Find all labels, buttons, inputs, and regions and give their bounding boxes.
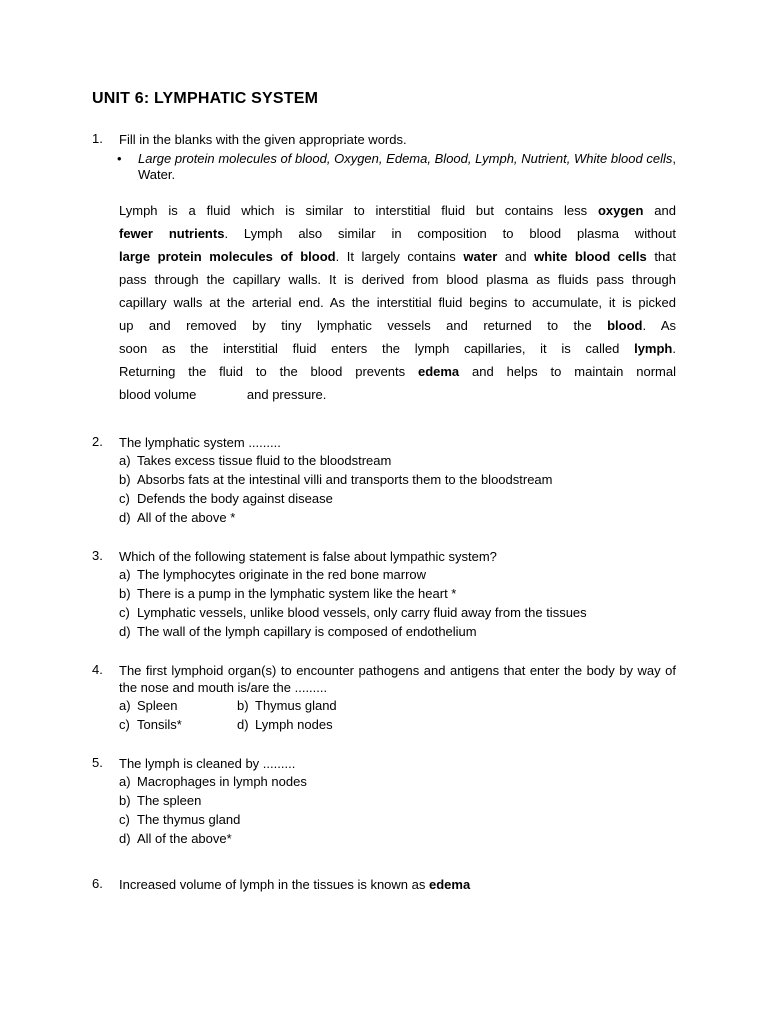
answer-option <box>119 508 676 527</box>
answer-word: blood <box>607 318 643 333</box>
option-text: The spleen <box>137 793 202 808</box>
option-text: Defends the body against disease <box>137 491 333 506</box>
passage-text: . As <box>642 318 676 333</box>
bullet-icon: • <box>117 151 122 166</box>
option-text: Tonsils* <box>137 717 182 732</box>
option-text: There is a pump in the lymphatic system like the heart * <box>137 586 457 601</box>
answer-option <box>119 622 676 641</box>
question-2 <box>92 434 676 527</box>
option-label: a) <box>119 453 131 468</box>
option-text: All of the above * <box>137 510 236 525</box>
option-label: b) <box>119 793 131 808</box>
option-text: Macrophages in lymph nodes <box>137 774 307 789</box>
passage-text: soon as the interstitial fluid enters the lymph capillaries, it is called <box>119 341 635 356</box>
word-bank-italic: Large protein molecules of blood, Oxygen, Edema, Blood, Lymph, Nutrient, White blood cells <box>138 151 673 166</box>
answer-option <box>119 791 676 810</box>
question-text-body: Increased volume of lymph in the tissues is known as <box>119 877 429 892</box>
question-4 <box>92 662 676 734</box>
answer-option <box>237 696 337 715</box>
option-text: Thymus gland <box>255 698 337 713</box>
question-text: The first lymphoid organ(s) to encounter pathogens and antigens that enter the body by way of the nose and mouth is/are the ......... <box>119 663 676 695</box>
passage-line <box>119 245 676 268</box>
passage-line <box>119 360 676 383</box>
passage-line: capillary walls at the arterial end. As the interstitial fluid begins to accumulate, it is picked <box>119 295 676 310</box>
passage-line: pass through the capillary walls. It is derived from blood plasma as fluids pass through <box>119 272 676 287</box>
question-3 <box>92 548 676 641</box>
fill-in-passage <box>119 199 676 406</box>
option-text: The lymphocytes originate in the red bone marrow <box>137 567 427 582</box>
option-label: b) <box>119 586 131 601</box>
passage-text: that <box>646 249 677 264</box>
question-number: 2. <box>92 434 103 449</box>
answer-options <box>119 772 676 848</box>
answer-word: oxygen <box>597 203 644 218</box>
question-text: The lymphatic system ......... <box>119 435 281 450</box>
passage-line: blood volume and pressure. <box>119 387 327 402</box>
question-5 <box>92 755 676 848</box>
answer-options <box>119 696 676 734</box>
option-label: d) <box>119 831 131 846</box>
question-text: Which of the following statement is false about lympathic system? <box>119 549 497 564</box>
answer-option <box>119 696 237 715</box>
question-number: 4. <box>92 662 103 677</box>
passage-line <box>119 337 676 360</box>
answer-option <box>119 603 676 622</box>
passage-text: Lymph is a fluid which is similar to interstitial fluid but contains less <box>119 203 598 218</box>
question-text <box>119 876 676 893</box>
passage-line <box>119 222 676 245</box>
passage-text: and helps to maintain normal <box>459 364 677 379</box>
passage-text: . <box>672 341 676 356</box>
question-number: 5. <box>92 755 103 770</box>
question-number: 1. <box>92 131 103 146</box>
question-1 <box>92 131 676 406</box>
answer-options <box>119 565 676 641</box>
answer-word: large protein molecules of blood <box>119 249 336 264</box>
passage-text: up and removed by tiny lymphatic vessels and returned to the <box>119 318 608 333</box>
option-text: Lymph nodes <box>255 717 333 732</box>
answer-option <box>119 470 676 489</box>
option-label: a) <box>119 567 131 582</box>
option-label: d) <box>119 624 131 639</box>
answer-option <box>119 715 237 734</box>
option-text: Lymphatic vessels, unlike blood vessels, only carry fluid away from the tissues <box>137 605 587 620</box>
option-text: All of the above* <box>137 831 232 846</box>
word-bank <box>117 151 676 183</box>
passage-line <box>119 314 676 337</box>
answer-option <box>119 489 676 508</box>
page-title: UNIT 6: LYMPHATIC SYSTEM <box>92 90 319 107</box>
option-text: The thymus gland <box>137 812 241 827</box>
option-label: c) <box>119 491 130 506</box>
answer-option-row <box>119 715 676 734</box>
option-label: c) <box>119 605 130 620</box>
answer-option <box>119 772 676 791</box>
option-label: a) <box>119 698 131 713</box>
option-text: Spleen <box>137 698 178 713</box>
question-number: 3. <box>92 548 103 563</box>
option-label: d) <box>119 510 131 525</box>
answer-option <box>119 565 676 584</box>
option-text: Takes excess tissue fluid to the bloodstream <box>137 453 392 468</box>
answer-option <box>119 584 676 603</box>
question-6 <box>92 876 676 893</box>
passage-text: and <box>643 203 676 218</box>
option-label: c) <box>119 812 130 827</box>
answer-word: fewer nutrients <box>119 226 225 241</box>
answer-word: edema <box>428 877 471 892</box>
option-label: b) <box>237 698 249 713</box>
answer-option <box>119 810 676 829</box>
option-text: The wall of the lymph capillary is composed of endothelium <box>137 624 477 639</box>
option-label: a) <box>119 774 131 789</box>
answer-word: edema <box>417 364 460 379</box>
passage-text: . It largely contains <box>335 249 464 264</box>
passage-text: Returning the fluid to the blood prevents <box>119 364 418 379</box>
question-text: Fill in the blanks with the given appropriate words. <box>119 132 407 147</box>
answer-option-row <box>119 696 676 715</box>
question-number: 6. <box>92 876 103 891</box>
option-label: d) <box>237 717 249 732</box>
answer-word: water <box>463 249 498 264</box>
answer-options <box>119 451 676 527</box>
option-text: Absorbs fats at the intestinal villi and transports them to the bloodstream <box>137 472 553 487</box>
passage-text: and <box>497 249 535 264</box>
word-bank-plain: , Water. <box>138 151 676 182</box>
option-label: c) <box>119 717 130 732</box>
answer-option <box>119 451 676 470</box>
answer-option <box>237 715 333 734</box>
question-text: The lymph is cleaned by ......... <box>119 756 296 771</box>
passage-text: . Lymph also similar in composition to blood plasma without <box>224 226 676 241</box>
answer-word: lymph <box>634 341 673 356</box>
answer-word: white blood cells <box>534 249 647 264</box>
option-label: b) <box>119 472 131 487</box>
passage-line <box>119 199 676 222</box>
answer-option <box>119 829 676 848</box>
